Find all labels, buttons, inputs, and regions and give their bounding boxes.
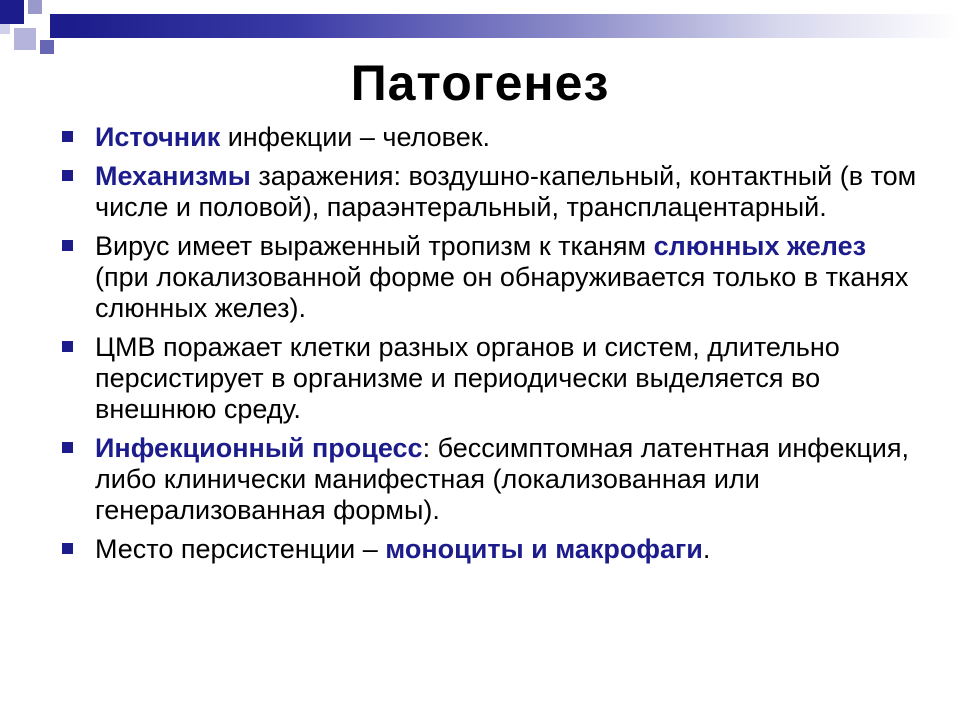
bullet-item <box>62 122 922 153</box>
highlighted-term: Инфекционный процесс <box>95 433 423 463</box>
bullet-square-icon <box>62 442 73 453</box>
highlighted-term: Источник <box>95 122 221 152</box>
bullet-text: Место персистенции – <box>95 534 386 564</box>
bullet-list <box>62 122 922 573</box>
bullet-text: . <box>702 534 711 564</box>
decorative-square <box>28 0 42 14</box>
bullet-item <box>62 161 922 223</box>
decorative-square <box>0 0 24 24</box>
decorative-square <box>50 14 72 38</box>
bullet-item <box>62 332 922 425</box>
highlighted-term: слюнных желез <box>653 231 867 261</box>
bullet-item <box>62 231 922 324</box>
slide-title: Патогенез <box>350 55 610 111</box>
header-decoration-band <box>70 14 960 38</box>
bullet-square-icon <box>62 341 73 352</box>
bullet-item <box>62 433 922 526</box>
bullet-text: ЦМВ поражает клетки разных органов и систем, длительно персистирует в организме и периодически выделяется во внешнюю среду. <box>95 332 840 424</box>
bullet-square-icon <box>62 131 73 142</box>
decorative-square <box>40 40 54 54</box>
bullet-square-icon <box>62 170 73 181</box>
bullet-text: (при локализованной форме он обнаруживается только в тканях слюнных желез). <box>95 262 909 323</box>
bullet-text: Вирус имеет выраженный тропизм к тканям <box>95 231 654 261</box>
decorative-square <box>14 28 36 50</box>
decorative-square <box>0 24 10 34</box>
highlighted-term: Механизмы <box>95 161 251 191</box>
bullet-text: : бессимптомная латентная инфекция, либо клинически манифестная (локализованная или генерализованная формы). <box>95 433 909 525</box>
bullet-square-icon <box>62 240 73 251</box>
highlighted-term: моноциты и макрофаги <box>385 534 703 564</box>
bullet-item <box>62 534 922 565</box>
bullet-text: заражения: воздушно-капельный, контактный (в том числе и половой), параэнтеральный, трансплацентарный. <box>95 161 917 222</box>
bullet-text: инфекции – человек. <box>220 122 491 152</box>
bullet-square-icon <box>62 543 73 554</box>
